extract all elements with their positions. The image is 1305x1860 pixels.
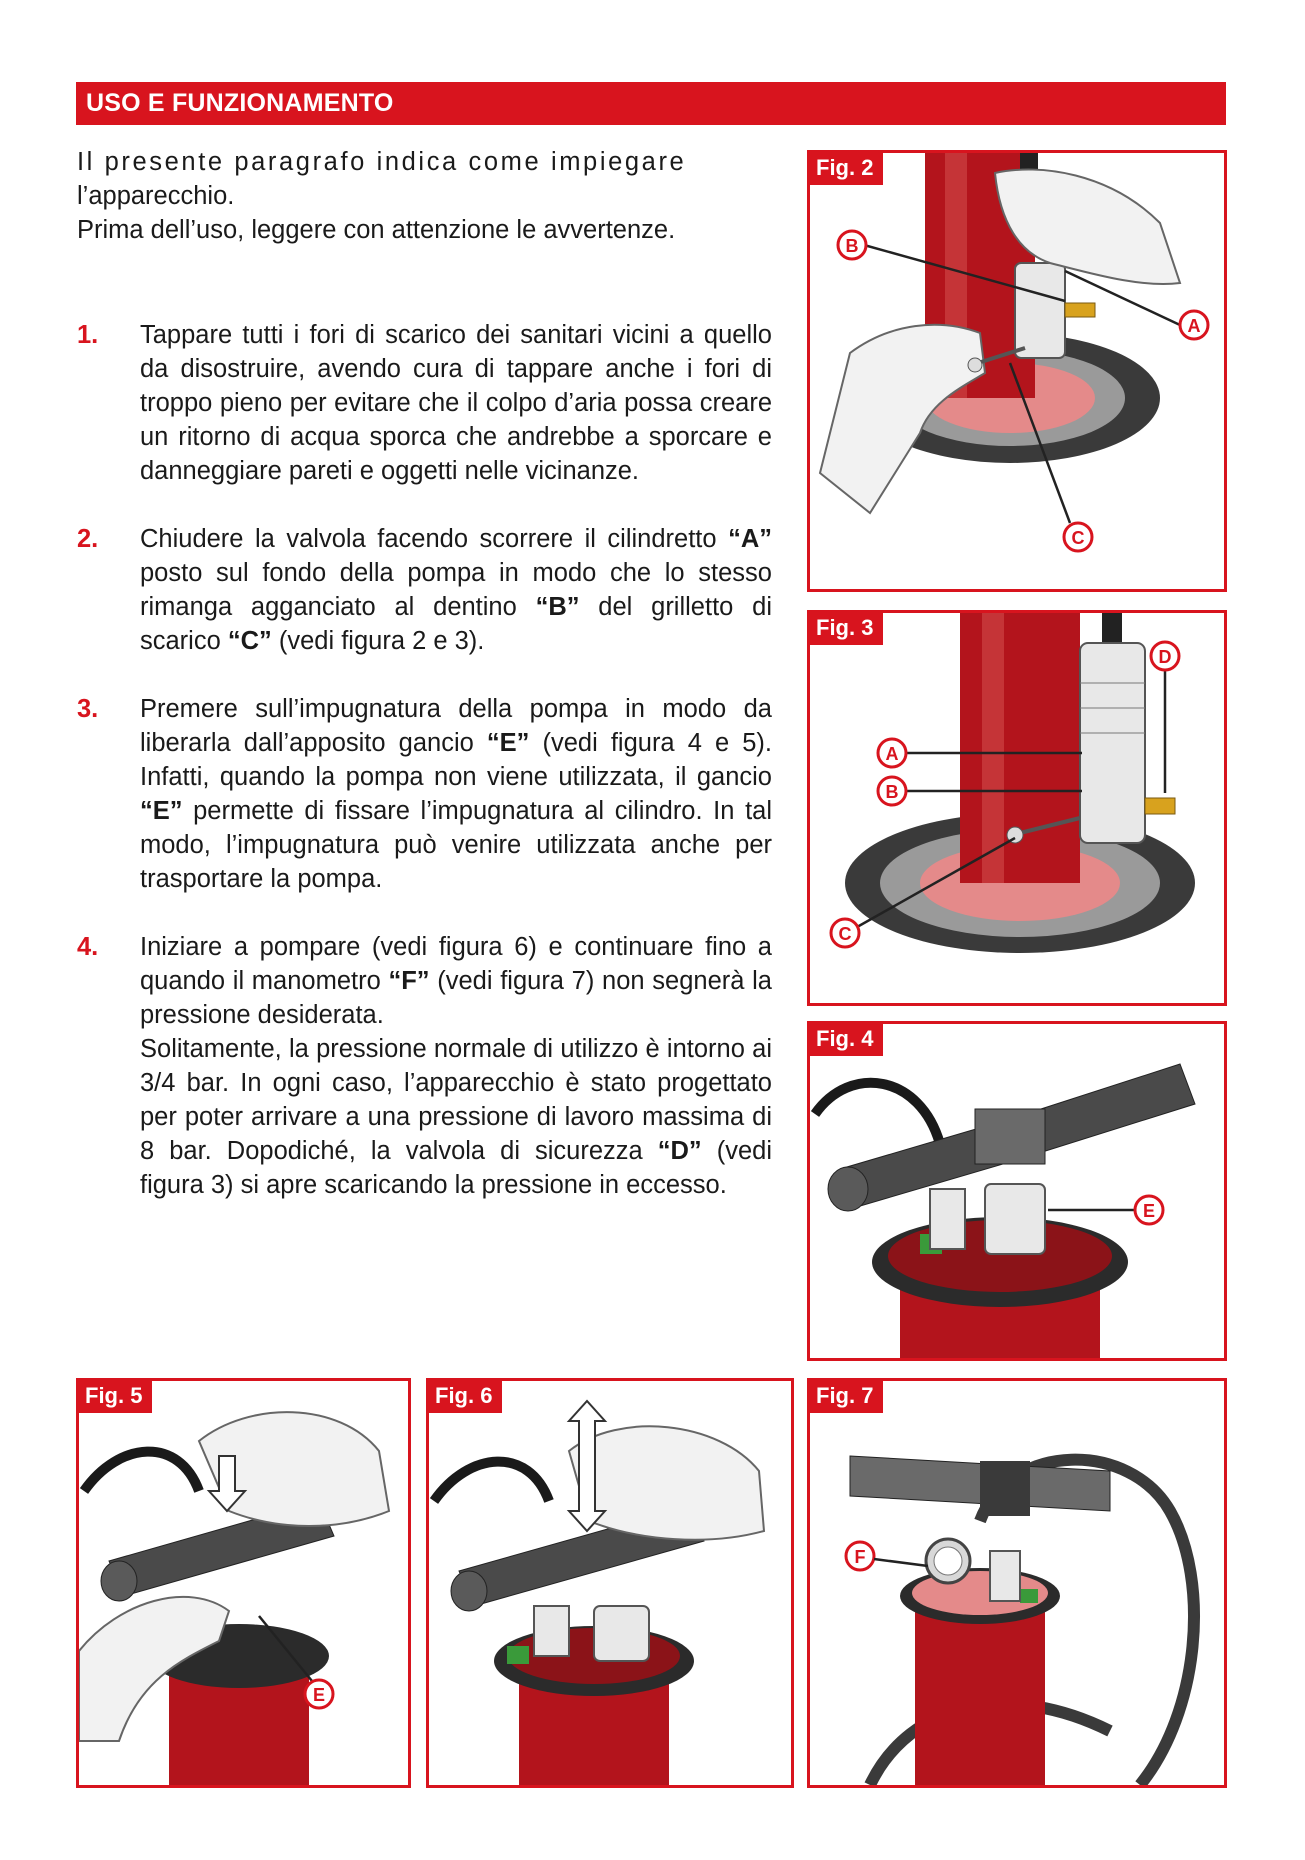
figure-tag: Fig. 5 [79,1381,152,1413]
label-c: C [1071,528,1085,548]
pressure-gauge-illustration [810,1381,1224,1785]
label-b: B [885,782,899,802]
part-ref: “D” [657,1137,702,1165]
step-text: Chiudere la valvola facendo scorrere il cilindretto [140,525,729,553]
figure-2 [807,150,1227,592]
label-c: C [838,924,852,944]
pump-base-illustration [810,613,1224,1003]
step-text: Iniziare a pompare (vedi figura 6) e continuare fino a quando il manometro [140,933,772,995]
step-text: (vedi figura 2 e 3). [271,627,485,655]
step-text: Premere sull’impugnatura della pompa in modo da liberarla dall’apposito gancio [140,695,772,757]
section-title: USO E FUNZIONAMENTO [86,89,394,117]
step-3 [77,692,772,896]
pumping-illustration [429,1381,791,1785]
step-text: Tappare tutti i fori di scarico dei sanitari vicini a quello da disostruire, avendo cura di tappare anche i fori di troppo pieno per evitare che il colpo d’aria possa creare un ritorno di acqua sporca che andrebbe a sporcare e danneggiare pareti e oggetti nelle vicinanze. [140,321,772,485]
pump-valve-illustration [810,153,1224,589]
release-handle-illustration [79,1381,408,1785]
step-4 [77,930,772,1202]
intro-line-2: l’apparecchio. [77,182,235,210]
step-number: 3. [77,695,99,723]
figure-tag: Fig. 4 [810,1024,883,1056]
part-ref: “C” [227,627,272,655]
step-1 [77,318,772,488]
pump-handle-hook-illustration [810,1024,1224,1358]
label-b: B [845,236,859,256]
part-ref: “B” [535,593,580,621]
part-ref: “E” [140,797,183,825]
section-header [76,82,1226,125]
step-number: 2. [77,525,99,553]
figure-7 [807,1378,1227,1788]
step-number: 4. [77,933,99,961]
figure-3 [807,610,1227,1006]
label-a: A [885,744,899,764]
figure-tag: Fig. 7 [810,1381,883,1413]
part-ref: “A” [728,525,772,553]
step-text: (vedi figura 7) non segnerà la pressione desiderata. [140,967,772,1029]
step-text: (vedi figura 4 e 5). Infatti, quando la pompa non viene utilizzata, il gancio [140,729,772,791]
intro-paragraph [77,145,772,247]
figure-6 [426,1378,794,1788]
step-text: posto sul fondo della pompa in modo che lo stesso rimanga agganciato al dentino [140,559,772,621]
figure-tag: Fig. 3 [810,613,883,645]
part-ref: “F” [388,967,430,995]
intro-line-1: Il presente paragrafo indica come impiegare [77,148,687,176]
label-e: E [1142,1201,1156,1221]
step-text: Solitamente, la pressione normale di utilizzo è intorno ai 3/4 bar. In ogni caso, l’apparecchio è stato progettato per poter arrivare a una pressione di lavoro massima di 8 bar. Dopodiché, la valvola di sicurezza [140,1035,772,1165]
label-f: F [854,1547,866,1567]
figure-5 [76,1378,411,1788]
figure-4 [807,1021,1227,1361]
figure-tag: Fig. 2 [810,153,883,185]
step-text: (vedi figura 3) si apre scaricando la pressione in eccesso. [140,1137,772,1199]
step-2 [77,522,772,658]
step-text: permette di fissare l’impugnatura al cilindro. In tal modo, l’impugnatura può venire utilizzata anche per trasportare la pompa. [140,797,772,893]
step-text: del grilletto di scarico [140,593,772,655]
step-number: 1. [77,321,99,349]
figure-tag: Fig. 6 [429,1381,502,1413]
label-e: E [312,1685,326,1705]
label-a: A [1187,316,1201,336]
instruction-steps [77,318,772,1202]
label-d: D [1158,647,1172,667]
part-ref: “E” [486,729,530,757]
intro-line-3: Prima dell’uso, leggere con attenzione le avvertenze. [77,216,676,244]
